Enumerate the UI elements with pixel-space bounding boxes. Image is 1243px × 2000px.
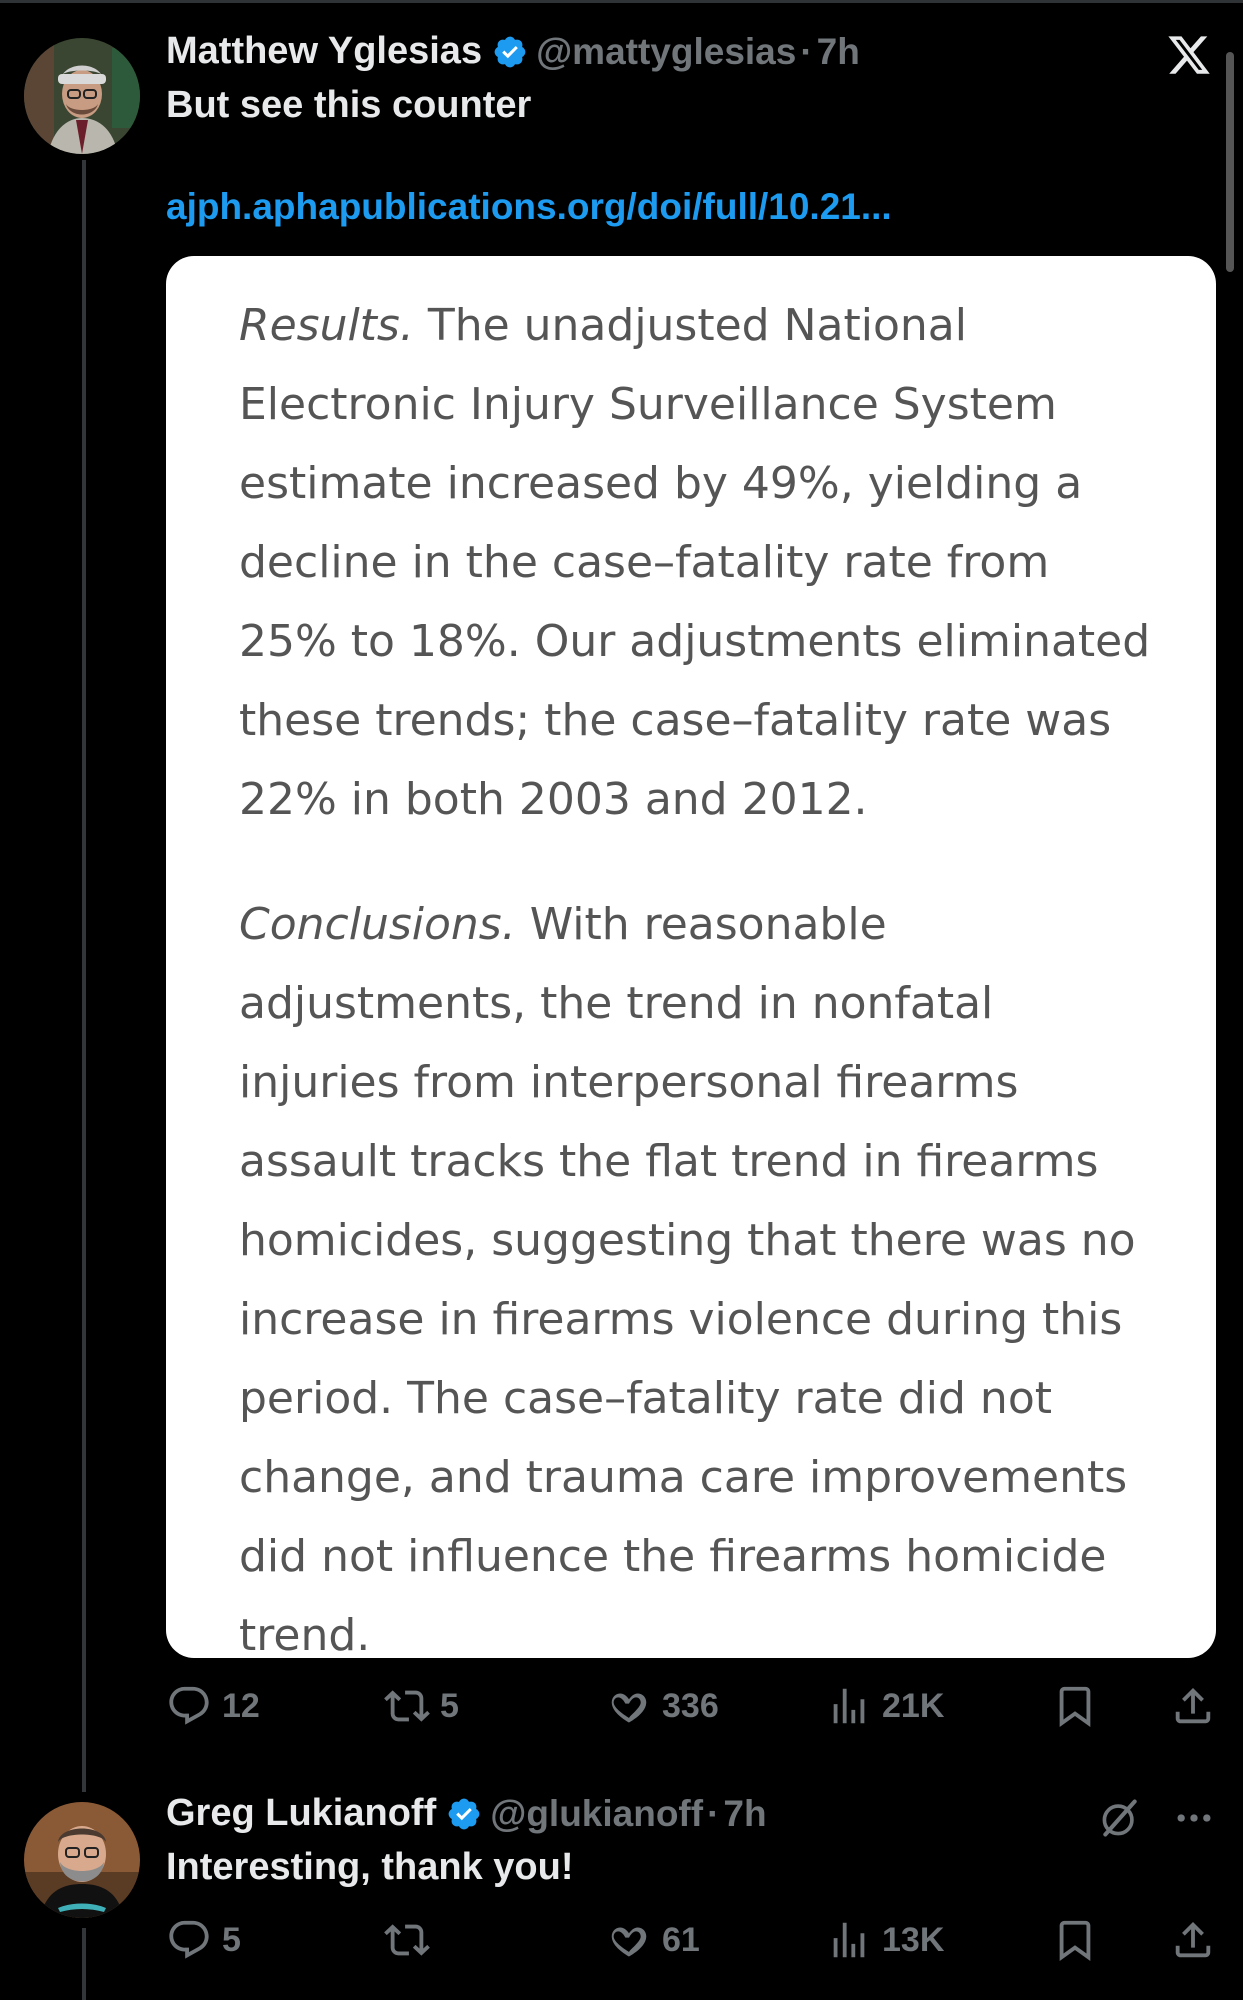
article-link[interactable]: ajph.aphapublications.org/doi/full/10.21... (166, 186, 892, 227)
tweet-text: Interesting, thank you! (166, 1846, 574, 1888)
avatar[interactable] (24, 1802, 140, 1918)
tweet-header (166, 30, 860, 73)
quoted-image-card[interactable] (166, 256, 1216, 1661)
bookmark-button[interactable] (1052, 1678, 1098, 1734)
reply-count: 5 (222, 1920, 241, 1959)
reply-count: 12 (222, 1686, 260, 1725)
scrollbar[interactable] (1226, 52, 1234, 272)
top-divider (0, 0, 1243, 3)
more-icon[interactable] (1172, 1796, 1216, 1840)
avatar[interactable] (24, 38, 140, 154)
timestamp[interactable]: 7h (816, 30, 860, 72)
author-handle[interactable]: @mattyglesias (536, 30, 797, 72)
author-name[interactable]: Matthew Yglesias (166, 30, 483, 72)
timestamp[interactable]: 7h (723, 1792, 767, 1834)
verified-badge-icon (492, 34, 528, 70)
like-button[interactable] (606, 1678, 719, 1734)
x-logo-icon[interactable] (1166, 32, 1212, 78)
separator: · (800, 30, 813, 72)
verified-badge-icon (446, 1796, 482, 1832)
bookmark-icon (1052, 1683, 1098, 1729)
like-button[interactable] (606, 1912, 700, 1968)
views-count: 13K (882, 1920, 945, 1959)
repost-button[interactable] (384, 1912, 440, 1968)
reply-icon (166, 1917, 212, 1963)
reply-button[interactable] (166, 1912, 241, 1968)
conclusions-label: Conclusions. (239, 899, 516, 950)
repost-icon (384, 1917, 430, 1963)
tweet-text: But see this counter (166, 84, 532, 126)
reply-button[interactable] (166, 1678, 260, 1734)
share-icon (1170, 1683, 1216, 1729)
tweet-header (166, 1792, 767, 1835)
thread-line (82, 1928, 86, 2000)
conclusions-text: With reasonable adjustments, the trend in nonfatal injuries from interpersonal firearms assault tracks the flat trend in firearms homicides, suggesting that there was no increase in firearms violence during this period. The case–fatality rate did not change, and trauma care improvements did not influence the firearms homicide trend. (239, 899, 1136, 1661)
avatar-image (24, 1802, 140, 1918)
reply-icon (166, 1683, 212, 1729)
tweet-actions (166, 1678, 1226, 1734)
results-text: The unadjusted National Electronic Injury Surveillance System estimate increased by 49%, yielding a decline in the case–fatality rate from 25% to 18%. Our adjustments eliminated these trends; the case–fatality rate was 22% in both 2003 and 2012. (239, 300, 1151, 825)
like-count: 61 (662, 1920, 700, 1959)
views-icon (826, 1917, 872, 1963)
share-button[interactable] (1170, 1912, 1216, 1968)
avatar-image (24, 38, 140, 154)
repost-button[interactable] (384, 1678, 459, 1734)
author-handle[interactable]: @glukianoff (490, 1792, 704, 1834)
thread-line (82, 160, 86, 1792)
conclusions-paragraph (239, 885, 1156, 1675)
grok-icon[interactable] (1098, 1796, 1142, 1840)
like-icon (606, 1683, 652, 1729)
views-button[interactable] (826, 1678, 944, 1734)
like-count: 336 (662, 1686, 719, 1725)
repost-count: 5 (440, 1686, 459, 1725)
author-name[interactable]: Greg Lukianoff (166, 1792, 437, 1834)
results-label: Results. (239, 300, 414, 351)
separator: · (707, 1792, 720, 1834)
bookmark-button[interactable] (1052, 1912, 1098, 1968)
repost-icon (384, 1683, 430, 1729)
share-icon (1170, 1917, 1216, 1963)
views-icon (826, 1683, 872, 1729)
results-paragraph (239, 286, 1156, 839)
views-count: 21K (882, 1686, 945, 1725)
like-icon (606, 1917, 652, 1963)
bookmark-icon (1052, 1917, 1098, 1963)
share-button[interactable] (1170, 1678, 1216, 1734)
tweet-actions (166, 1912, 1226, 1968)
views-button[interactable] (826, 1912, 944, 1968)
